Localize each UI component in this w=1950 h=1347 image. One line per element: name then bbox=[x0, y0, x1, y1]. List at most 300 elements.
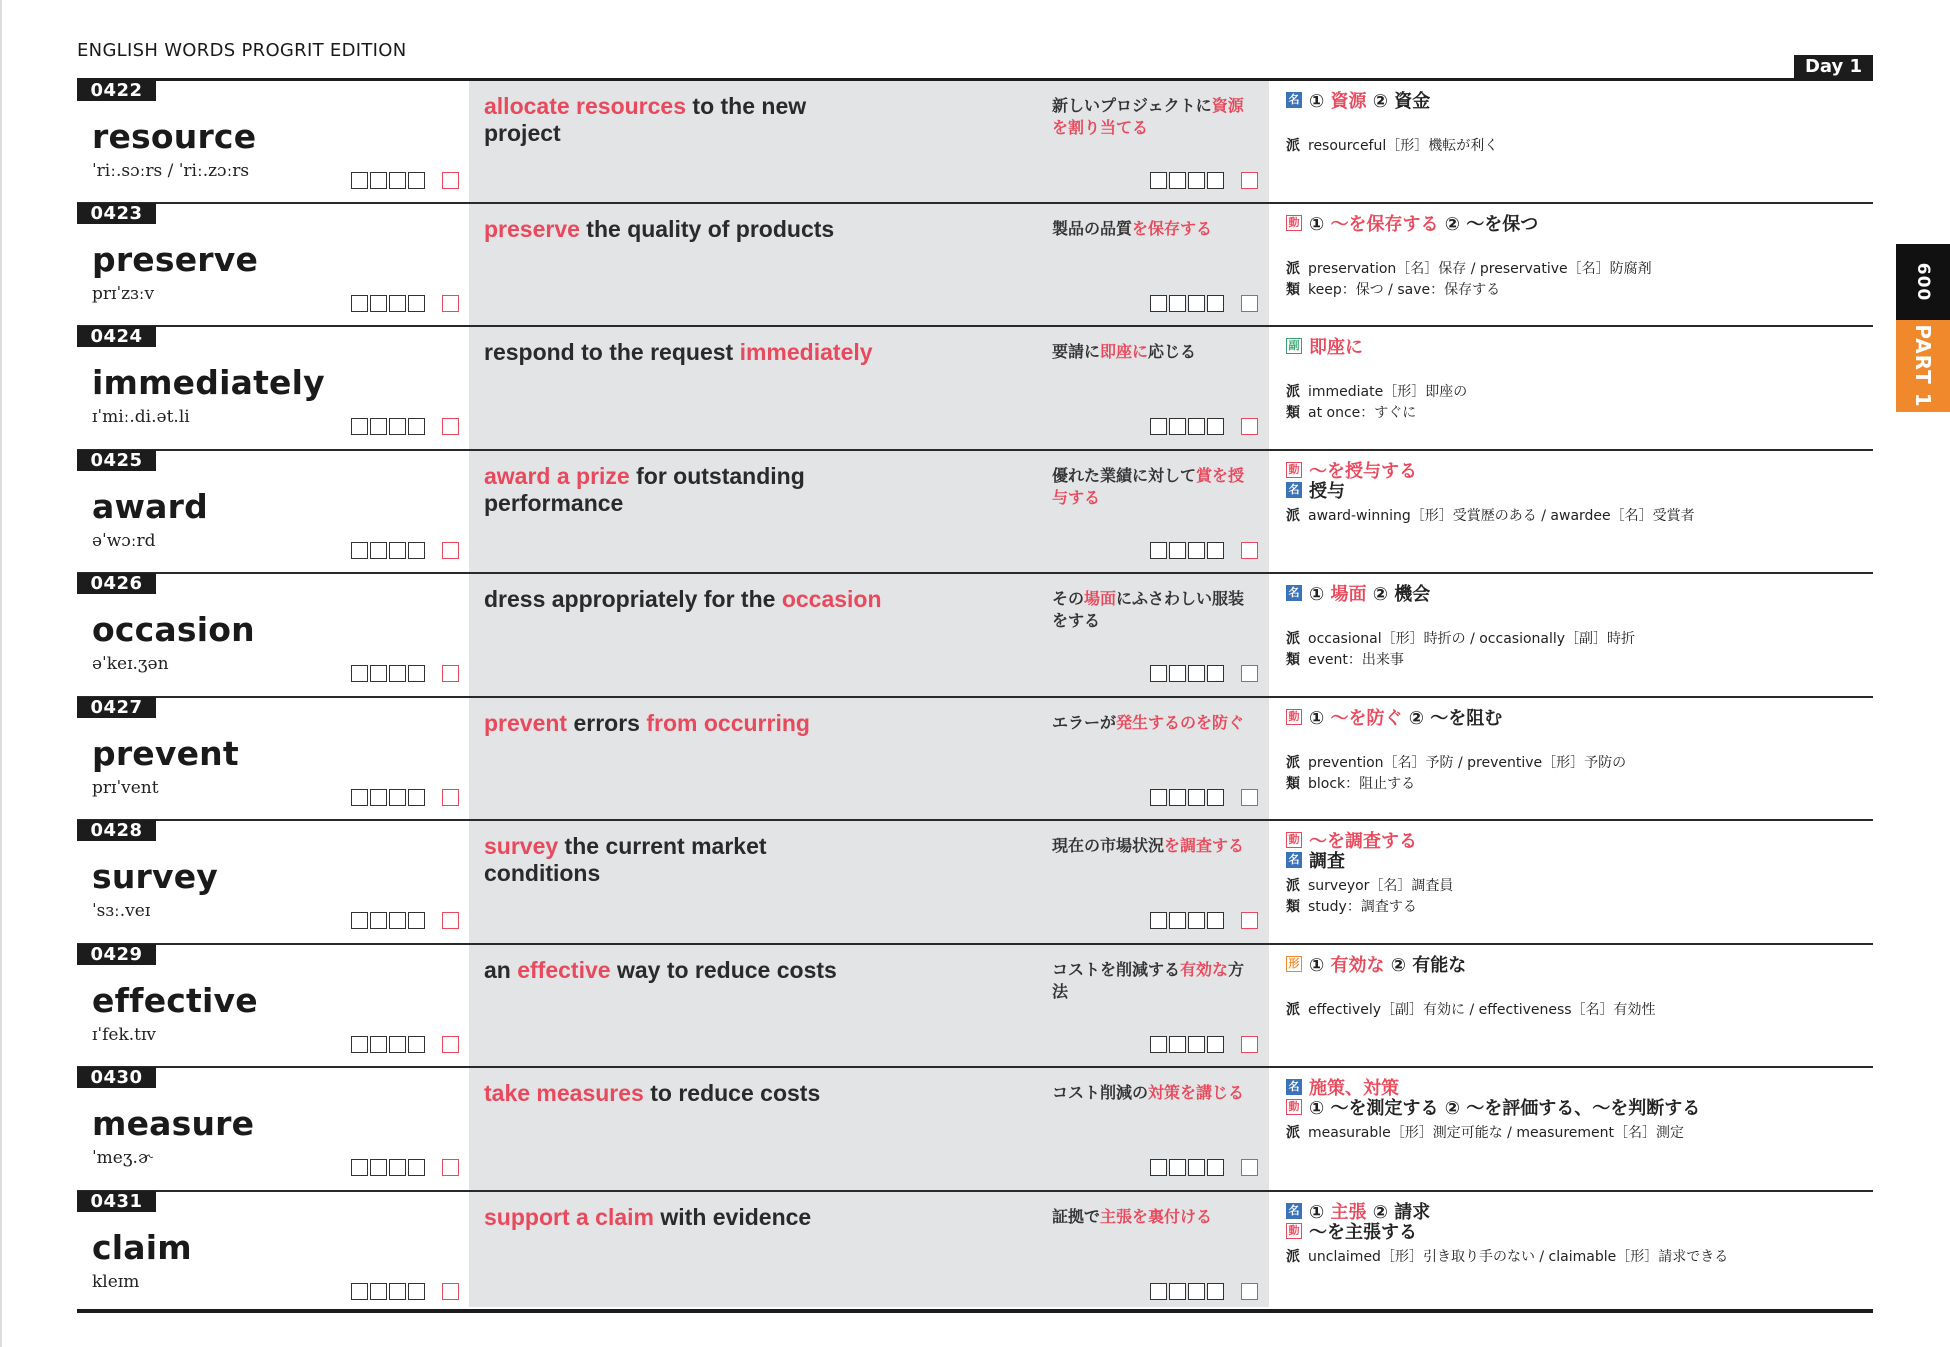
noun-badge-icon: 名 bbox=[1286, 852, 1302, 868]
entry-row bbox=[77, 78, 1873, 202]
word-checkboxes bbox=[351, 912, 459, 929]
derived-word bbox=[1286, 505, 1695, 525]
headword: survey bbox=[92, 857, 219, 896]
phrase-checkboxes bbox=[1150, 912, 1258, 929]
definition-line bbox=[1286, 847, 1345, 873]
word-checkbox-red[interactable] bbox=[442, 542, 459, 559]
word-checkbox[interactable] bbox=[370, 1159, 387, 1176]
phrase-checkbox[interactable] bbox=[1150, 789, 1167, 806]
phrase-translation bbox=[1052, 959, 1252, 1003]
phrase-checkbox[interactable] bbox=[1207, 418, 1224, 435]
word-checkbox-red[interactable] bbox=[442, 1036, 459, 1053]
phrase-checkbox[interactable] bbox=[1188, 1159, 1205, 1176]
word-checkboxes bbox=[351, 789, 459, 806]
word-checkbox-red[interactable] bbox=[442, 1283, 459, 1300]
word-checkbox[interactable] bbox=[351, 542, 368, 559]
sub-text: award-winning［形］受賞歴のある / awardee［名］受賞者 bbox=[1308, 507, 1695, 524]
phrase-checkbox[interactable] bbox=[1188, 295, 1205, 312]
phrase-highlight: occasion bbox=[781, 586, 882, 612]
definition-text bbox=[1309, 704, 1502, 730]
phrase-translation bbox=[1052, 835, 1252, 857]
definition-line bbox=[1286, 1218, 1417, 1244]
phrase-checkbox-red[interactable] bbox=[1241, 1036, 1258, 1053]
definition-text: ② 〜を保つ bbox=[1438, 213, 1539, 235]
phrase-translation bbox=[1052, 1082, 1252, 1104]
synonym-tag-icon: 類 bbox=[1286, 899, 1300, 915]
word-checkbox[interactable] bbox=[370, 789, 387, 806]
pronunciation: kleɪm bbox=[92, 1271, 140, 1292]
phrase-checkboxes bbox=[1150, 789, 1258, 806]
phrase-checkbox[interactable] bbox=[1188, 418, 1205, 435]
word-checkbox[interactable] bbox=[370, 1036, 387, 1053]
phrase-checkbox[interactable] bbox=[1188, 1036, 1205, 1053]
entry-number: 0423 bbox=[77, 203, 156, 224]
noun-badge-icon: 名 bbox=[1286, 92, 1302, 108]
word-checkbox[interactable] bbox=[351, 1159, 368, 1176]
translation-highlight: 主張を裏付ける bbox=[1100, 1206, 1213, 1226]
phrase-checkbox[interactable] bbox=[1150, 1283, 1167, 1300]
translation-highlight: を保存する bbox=[1132, 218, 1213, 238]
word-checkbox-red[interactable] bbox=[442, 789, 459, 806]
translation-text: 製品の品質 bbox=[1052, 218, 1133, 238]
pronunciation: əˈkeɪ.ʒən bbox=[92, 654, 169, 674]
phrase-checkbox[interactable] bbox=[1150, 1036, 1167, 1053]
word-list bbox=[77, 78, 1873, 1313]
phrase-translation bbox=[1052, 95, 1252, 139]
phrase-highlight: preserve bbox=[484, 215, 580, 242]
synonym bbox=[1286, 773, 1415, 793]
side-tab-word-count bbox=[1896, 244, 1950, 320]
example-phrase bbox=[484, 1080, 884, 1107]
headword: prevent bbox=[92, 733, 239, 773]
synonym-tag-icon: 類 bbox=[1286, 652, 1300, 668]
phrase-highlight: from occurring bbox=[646, 709, 810, 736]
definition-line bbox=[1286, 704, 1502, 730]
translation-text: エラーが bbox=[1052, 712, 1117, 732]
definition-highlight: 即座に bbox=[1309, 337, 1363, 358]
phrase-translation bbox=[1052, 712, 1252, 734]
word-checkbox-red[interactable] bbox=[442, 418, 459, 435]
sub-text: surveyor［名］調査員 bbox=[1308, 878, 1454, 894]
phrase-checkbox-red[interactable] bbox=[1241, 789, 1258, 806]
word-checkbox[interactable] bbox=[389, 1159, 406, 1176]
entry-row bbox=[77, 819, 1873, 943]
synonym-tag-icon: 類 bbox=[1286, 775, 1300, 792]
word-checkbox[interactable] bbox=[408, 789, 425, 806]
phrase-checkbox[interactable] bbox=[1169, 418, 1186, 435]
phrase-text: to reduce costs bbox=[643, 1080, 821, 1106]
word-checkbox[interactable] bbox=[408, 295, 425, 312]
phrase-highlight: survey bbox=[484, 833, 559, 859]
definition-text bbox=[1309, 87, 1430, 113]
translation-text: 新しいプロジェクトに bbox=[1052, 96, 1212, 115]
word-checkbox[interactable] bbox=[389, 295, 406, 312]
phrase-checkbox-red[interactable] bbox=[1241, 912, 1258, 929]
translation-highlight: 資源を割り当てる bbox=[1052, 96, 1244, 137]
definition-text: ② 機会 bbox=[1366, 584, 1431, 605]
phrase-translation bbox=[1052, 465, 1252, 509]
word-checkbox[interactable] bbox=[351, 665, 368, 682]
book-title: ENGLISH WORDS PROGRIT EDITION bbox=[77, 40, 407, 61]
sub-text: event：出来事 bbox=[1308, 652, 1404, 668]
sub-text: at once：すぐに bbox=[1308, 405, 1417, 421]
synonym-tag-icon: 類 bbox=[1286, 405, 1300, 421]
translation-text: 要請に bbox=[1052, 342, 1101, 361]
example-phrase bbox=[484, 833, 884, 887]
word-checkbox-red[interactable] bbox=[442, 295, 459, 312]
entry-row bbox=[77, 943, 1873, 1067]
word-checkbox[interactable] bbox=[408, 1283, 425, 1300]
phrase-checkbox[interactable] bbox=[1207, 1159, 1224, 1176]
pronunciation: prɪˈzɜːv bbox=[92, 283, 155, 304]
phrase-text: respond to the request bbox=[484, 339, 740, 365]
phrase-checkbox-red[interactable] bbox=[1241, 1283, 1258, 1300]
translation-text: にふさわしい服装をする bbox=[1052, 589, 1245, 630]
word-checkbox[interactable] bbox=[408, 418, 425, 435]
phrase-checkbox-red[interactable] bbox=[1241, 1159, 1258, 1176]
word-checkboxes bbox=[351, 1283, 459, 1300]
pronunciation: prɪˈvent bbox=[92, 777, 159, 798]
word-checkbox[interactable] bbox=[389, 1036, 406, 1053]
entry-number: 0428 bbox=[77, 820, 156, 841]
definition-text: 授与 bbox=[1309, 480, 1345, 502]
definition-text bbox=[1309, 847, 1345, 873]
verb-badge-icon: 動 bbox=[1286, 832, 1302, 848]
phrase-text: the quality of products bbox=[579, 215, 835, 242]
verb-badge-icon: 動 bbox=[1286, 215, 1302, 231]
word-checkbox-red[interactable] bbox=[442, 1159, 459, 1176]
word-checkbox[interactable] bbox=[408, 665, 425, 682]
word-checkbox[interactable] bbox=[389, 912, 406, 929]
definition-text: ① bbox=[1309, 954, 1331, 976]
entry-number: 0427 bbox=[77, 697, 156, 718]
day-badge: Day 1 bbox=[1794, 55, 1873, 78]
word-checkbox[interactable] bbox=[351, 172, 368, 189]
definition-text: ① 〜を測定する ② 〜を評価する、〜を判断する bbox=[1309, 1098, 1701, 1119]
derived-word bbox=[1286, 381, 1467, 401]
phrase-highlight: take measures bbox=[484, 1080, 644, 1106]
word-checkbox[interactable] bbox=[351, 295, 368, 312]
word-checkbox[interactable] bbox=[370, 418, 387, 435]
phrase-checkbox-red[interactable] bbox=[1241, 418, 1258, 435]
phrase-checkbox[interactable] bbox=[1150, 295, 1167, 312]
phrase-checkbox[interactable] bbox=[1207, 295, 1224, 312]
phrase-highlight: allocate resources bbox=[484, 93, 687, 119]
word-checkbox[interactable] bbox=[408, 542, 425, 559]
phrase-checkbox[interactable] bbox=[1169, 665, 1186, 682]
entry-row bbox=[77, 1066, 1873, 1190]
example-phrase bbox=[484, 957, 884, 984]
word-checkbox[interactable] bbox=[389, 665, 406, 682]
pronunciation: ˈmeʒ.ɚ bbox=[92, 1148, 153, 1168]
word-checkbox[interactable] bbox=[389, 1283, 406, 1300]
derived-tag-icon: 派 bbox=[1286, 1248, 1300, 1265]
phrase-checkbox[interactable] bbox=[1169, 172, 1186, 189]
phrase-checkbox[interactable] bbox=[1169, 1159, 1186, 1176]
synonym bbox=[1286, 649, 1404, 669]
phrase-checkboxes bbox=[1150, 418, 1258, 435]
sub-text: block：阻止する bbox=[1308, 775, 1416, 792]
derived-word bbox=[1286, 628, 1635, 648]
verb-badge-icon: 動 bbox=[1286, 462, 1302, 478]
translation-text: 証拠で bbox=[1052, 1206, 1101, 1226]
phrase-checkbox[interactable] bbox=[1188, 912, 1205, 929]
phrase-text: way to reduce costs bbox=[610, 956, 837, 983]
translation-highlight: 賞を授与する bbox=[1052, 465, 1245, 507]
word-checkbox-red[interactable] bbox=[442, 665, 459, 682]
definition-text: ② 請求 bbox=[1366, 1201, 1431, 1223]
word-checkbox[interactable] bbox=[389, 789, 406, 806]
phrase-checkbox[interactable] bbox=[1169, 912, 1186, 929]
phrase-checkbox[interactable] bbox=[1188, 1283, 1205, 1300]
example-phrase bbox=[484, 710, 884, 737]
word-checkbox[interactable] bbox=[370, 1283, 387, 1300]
derived-word bbox=[1286, 752, 1626, 772]
synonym-tag-icon: 類 bbox=[1286, 281, 1300, 298]
synonym bbox=[1286, 279, 1500, 299]
derived-tag-icon: 派 bbox=[1286, 878, 1300, 894]
translation-highlight: 有効な bbox=[1180, 959, 1229, 979]
translation-highlight: 場面 bbox=[1084, 589, 1117, 608]
side-tab-count-label: 600 bbox=[1913, 262, 1933, 302]
definition-text bbox=[1309, 1218, 1417, 1244]
phrase-highlight: support a claim bbox=[484, 1203, 654, 1230]
word-checkbox[interactable] bbox=[389, 172, 406, 189]
sub-text: keep：保つ / save：保存する bbox=[1308, 281, 1501, 298]
pronunciation: əˈwɔːrd bbox=[92, 530, 156, 551]
entry-number: 0424 bbox=[77, 326, 156, 347]
definition-highlight: 〜を調査する bbox=[1309, 831, 1417, 852]
translation-text: 現在の市場状況 bbox=[1052, 836, 1165, 855]
derived-tag-icon: 派 bbox=[1286, 631, 1300, 647]
headword: claim bbox=[92, 1227, 192, 1267]
definition-line bbox=[1286, 580, 1430, 606]
word-checkboxes bbox=[351, 542, 459, 559]
definition-highlight: 施策、対策 bbox=[1309, 1078, 1399, 1099]
phrase-translation bbox=[1052, 1206, 1252, 1228]
phrase-checkbox[interactable] bbox=[1169, 295, 1186, 312]
definition-highlight: 資源 bbox=[1330, 91, 1367, 112]
derived-tag-icon: 派 bbox=[1286, 260, 1300, 277]
phrase-checkboxes bbox=[1150, 1036, 1258, 1053]
word-checkbox-red[interactable] bbox=[442, 172, 459, 189]
word-checkbox[interactable] bbox=[370, 665, 387, 682]
phrase-checkbox-red[interactable] bbox=[1241, 665, 1258, 682]
phrase-checkbox[interactable] bbox=[1169, 1036, 1186, 1053]
definition-text bbox=[1309, 951, 1466, 977]
translation-text: 応じる bbox=[1148, 342, 1197, 361]
sub-text: measurable［形］測定可能な / measurement［名］測定 bbox=[1308, 1125, 1685, 1141]
translation-text: その bbox=[1052, 589, 1085, 608]
definitions bbox=[1286, 87, 1876, 202]
definitions bbox=[1286, 827, 1876, 942]
definition-line bbox=[1286, 1094, 1700, 1120]
phrase-translation bbox=[1052, 218, 1252, 240]
phrase-checkbox[interactable] bbox=[1150, 542, 1167, 559]
phrase-text: an bbox=[484, 956, 518, 983]
definition-highlight: 場面 bbox=[1330, 584, 1367, 605]
verb-badge-icon: 動 bbox=[1286, 1099, 1302, 1115]
definition-text: ② 有能な bbox=[1384, 954, 1467, 976]
definitions bbox=[1286, 210, 1876, 325]
definition-text bbox=[1309, 580, 1430, 606]
translation-text: 方法 bbox=[1052, 959, 1245, 1001]
word-checkbox[interactable] bbox=[351, 1283, 368, 1300]
word-checkbox-red[interactable] bbox=[442, 912, 459, 929]
sub-text: effectively［副］有効に / effectiveness［名］有効性 bbox=[1308, 1001, 1656, 1018]
adjective-badge-icon: 形 bbox=[1286, 956, 1302, 972]
verb-badge-icon: 動 bbox=[1286, 709, 1302, 725]
noun-badge-icon: 名 bbox=[1286, 1203, 1302, 1219]
definition-text: ① bbox=[1309, 213, 1331, 235]
derived-word bbox=[1286, 135, 1498, 155]
definition-text: ① bbox=[1309, 91, 1331, 112]
word-checkbox[interactable] bbox=[370, 172, 387, 189]
sub-text: resourceful［形］機転が利く bbox=[1308, 138, 1499, 154]
sub-text: preservation［名］保存 / preservative［名］防腐剤 bbox=[1308, 260, 1652, 277]
phrase-checkboxes bbox=[1150, 1283, 1258, 1300]
word-checkboxes bbox=[351, 665, 459, 682]
derived-tag-icon: 派 bbox=[1286, 138, 1300, 154]
phrase-checkbox[interactable] bbox=[1207, 789, 1224, 806]
derived-word bbox=[1286, 258, 1652, 278]
sub-text: immediate［形］即座の bbox=[1308, 384, 1468, 400]
derived-tag-icon: 派 bbox=[1286, 754, 1300, 771]
phrase-checkbox[interactable] bbox=[1207, 912, 1224, 929]
word-checkbox[interactable] bbox=[351, 912, 368, 929]
entry-row bbox=[77, 1190, 1873, 1314]
phrase-checkbox-red[interactable] bbox=[1241, 542, 1258, 559]
noun-badge-icon: 名 bbox=[1286, 482, 1302, 498]
phrase-checkbox[interactable] bbox=[1169, 789, 1186, 806]
word-checkbox[interactable] bbox=[351, 789, 368, 806]
phrase-checkbox[interactable] bbox=[1188, 172, 1205, 189]
derived-tag-icon: 派 bbox=[1286, 384, 1300, 400]
word-checkbox[interactable] bbox=[408, 172, 425, 189]
phrase-checkbox-red[interactable] bbox=[1241, 172, 1258, 189]
entry-row bbox=[77, 325, 1873, 449]
phrase-checkbox[interactable] bbox=[1150, 172, 1167, 189]
definition-text: ① bbox=[1309, 1201, 1331, 1223]
example-phrase bbox=[484, 463, 884, 517]
word-checkbox[interactable] bbox=[408, 1036, 425, 1053]
definition-line bbox=[1286, 951, 1466, 977]
word-checkbox[interactable] bbox=[389, 418, 406, 435]
word-checkboxes bbox=[351, 418, 459, 435]
definition-text: 〜を主張する bbox=[1309, 1221, 1417, 1243]
translation-highlight: 対策を講じる bbox=[1148, 1083, 1245, 1102]
headword: resource bbox=[92, 117, 257, 156]
entry-row bbox=[77, 449, 1873, 573]
phrase-checkbox[interactable] bbox=[1150, 1159, 1167, 1176]
phrase-text: errors bbox=[567, 709, 647, 736]
phrase-checkbox-red[interactable] bbox=[1241, 295, 1258, 312]
phrase-checkboxes bbox=[1150, 665, 1258, 682]
definition-text: ② 資金 bbox=[1366, 91, 1431, 112]
word-checkbox[interactable] bbox=[389, 542, 406, 559]
definition-highlight: 〜を防ぐ bbox=[1330, 707, 1403, 729]
entry-number: 0429 bbox=[77, 944, 156, 965]
definition-line bbox=[1286, 87, 1430, 113]
phrase-checkbox[interactable] bbox=[1207, 542, 1224, 559]
definition-text bbox=[1309, 1094, 1700, 1120]
word-checkbox[interactable] bbox=[351, 1036, 368, 1053]
word-checkbox[interactable] bbox=[351, 418, 368, 435]
noun-badge-icon: 名 bbox=[1286, 1079, 1302, 1095]
phrase-checkbox[interactable] bbox=[1150, 912, 1167, 929]
sub-text: prevention［名］予防 / preventive［形］予防の bbox=[1308, 754, 1627, 771]
definition-highlight: 有効な bbox=[1330, 954, 1385, 976]
word-checkboxes bbox=[351, 295, 459, 312]
phrase-checkbox[interactable] bbox=[1207, 665, 1224, 682]
phrase-checkbox[interactable] bbox=[1207, 1283, 1224, 1300]
translation-text: コストを削減する bbox=[1052, 959, 1181, 979]
entry-number: 0425 bbox=[77, 450, 156, 471]
phrase-checkbox[interactable] bbox=[1207, 1036, 1224, 1053]
phrase-highlight: award a prize bbox=[484, 462, 630, 489]
phrase-text: the current market conditions bbox=[484, 833, 767, 886]
entry-row bbox=[77, 572, 1873, 696]
definition-highlight: 〜を授与する bbox=[1309, 460, 1417, 482]
phrase-checkbox[interactable] bbox=[1150, 418, 1167, 435]
phrase-checkbox[interactable] bbox=[1188, 665, 1205, 682]
phrase-highlight: effective bbox=[517, 956, 611, 983]
example-phrase bbox=[484, 93, 884, 147]
definitions bbox=[1286, 704, 1876, 819]
definition-text: ② 〜を阻む bbox=[1402, 707, 1503, 729]
translation-highlight: を調査する bbox=[1164, 836, 1245, 855]
sub-text: study：調査する bbox=[1308, 899, 1417, 915]
translation-highlight: 即座に bbox=[1100, 342, 1149, 361]
definition-text: 調査 bbox=[1309, 851, 1345, 872]
translation-highlight: 発生するのを防ぐ bbox=[1116, 712, 1245, 732]
phrase-highlight: immediately bbox=[739, 339, 873, 365]
phrase-highlight: prevent bbox=[484, 709, 568, 736]
definition-line bbox=[1286, 333, 1363, 359]
phrase-checkbox[interactable] bbox=[1169, 1283, 1186, 1300]
side-tab-part-label: PART 1 bbox=[1911, 324, 1935, 408]
word-checkbox[interactable] bbox=[370, 295, 387, 312]
headword: preserve bbox=[92, 239, 259, 279]
word-checkbox[interactable] bbox=[370, 912, 387, 929]
word-checkbox[interactable] bbox=[408, 1159, 425, 1176]
word-checkbox[interactable] bbox=[408, 912, 425, 929]
headword: occasion bbox=[92, 610, 255, 649]
example-phrase bbox=[484, 339, 884, 366]
phrase-text: to the new project bbox=[484, 93, 807, 146]
derived-word bbox=[1286, 1246, 1728, 1266]
definitions bbox=[1286, 333, 1876, 448]
phrase-text: for outstanding performance bbox=[484, 462, 805, 516]
definition-highlight: 主張 bbox=[1330, 1201, 1367, 1223]
phrase-checkbox[interactable] bbox=[1207, 172, 1224, 189]
pronunciation: ˈriː.sɔːrs / ˈriː.zɔːrs bbox=[92, 161, 250, 181]
definition-text: ① bbox=[1309, 707, 1331, 729]
definitions bbox=[1286, 951, 1876, 1066]
word-checkbox[interactable] bbox=[370, 542, 387, 559]
phrase-checkbox[interactable] bbox=[1169, 542, 1186, 559]
synonym bbox=[1286, 402, 1416, 422]
sub-text: occasional［形］時折の / occasionally［副］時折 bbox=[1308, 631, 1636, 647]
derived-word bbox=[1286, 875, 1453, 895]
definitions bbox=[1286, 580, 1876, 695]
definition-text bbox=[1309, 333, 1363, 359]
phrase-checkbox[interactable] bbox=[1150, 665, 1167, 682]
phrase-checkbox[interactable] bbox=[1188, 789, 1205, 806]
definitions bbox=[1286, 1074, 1876, 1189]
phrase-checkboxes bbox=[1150, 1159, 1258, 1176]
phrase-checkbox[interactable] bbox=[1188, 542, 1205, 559]
